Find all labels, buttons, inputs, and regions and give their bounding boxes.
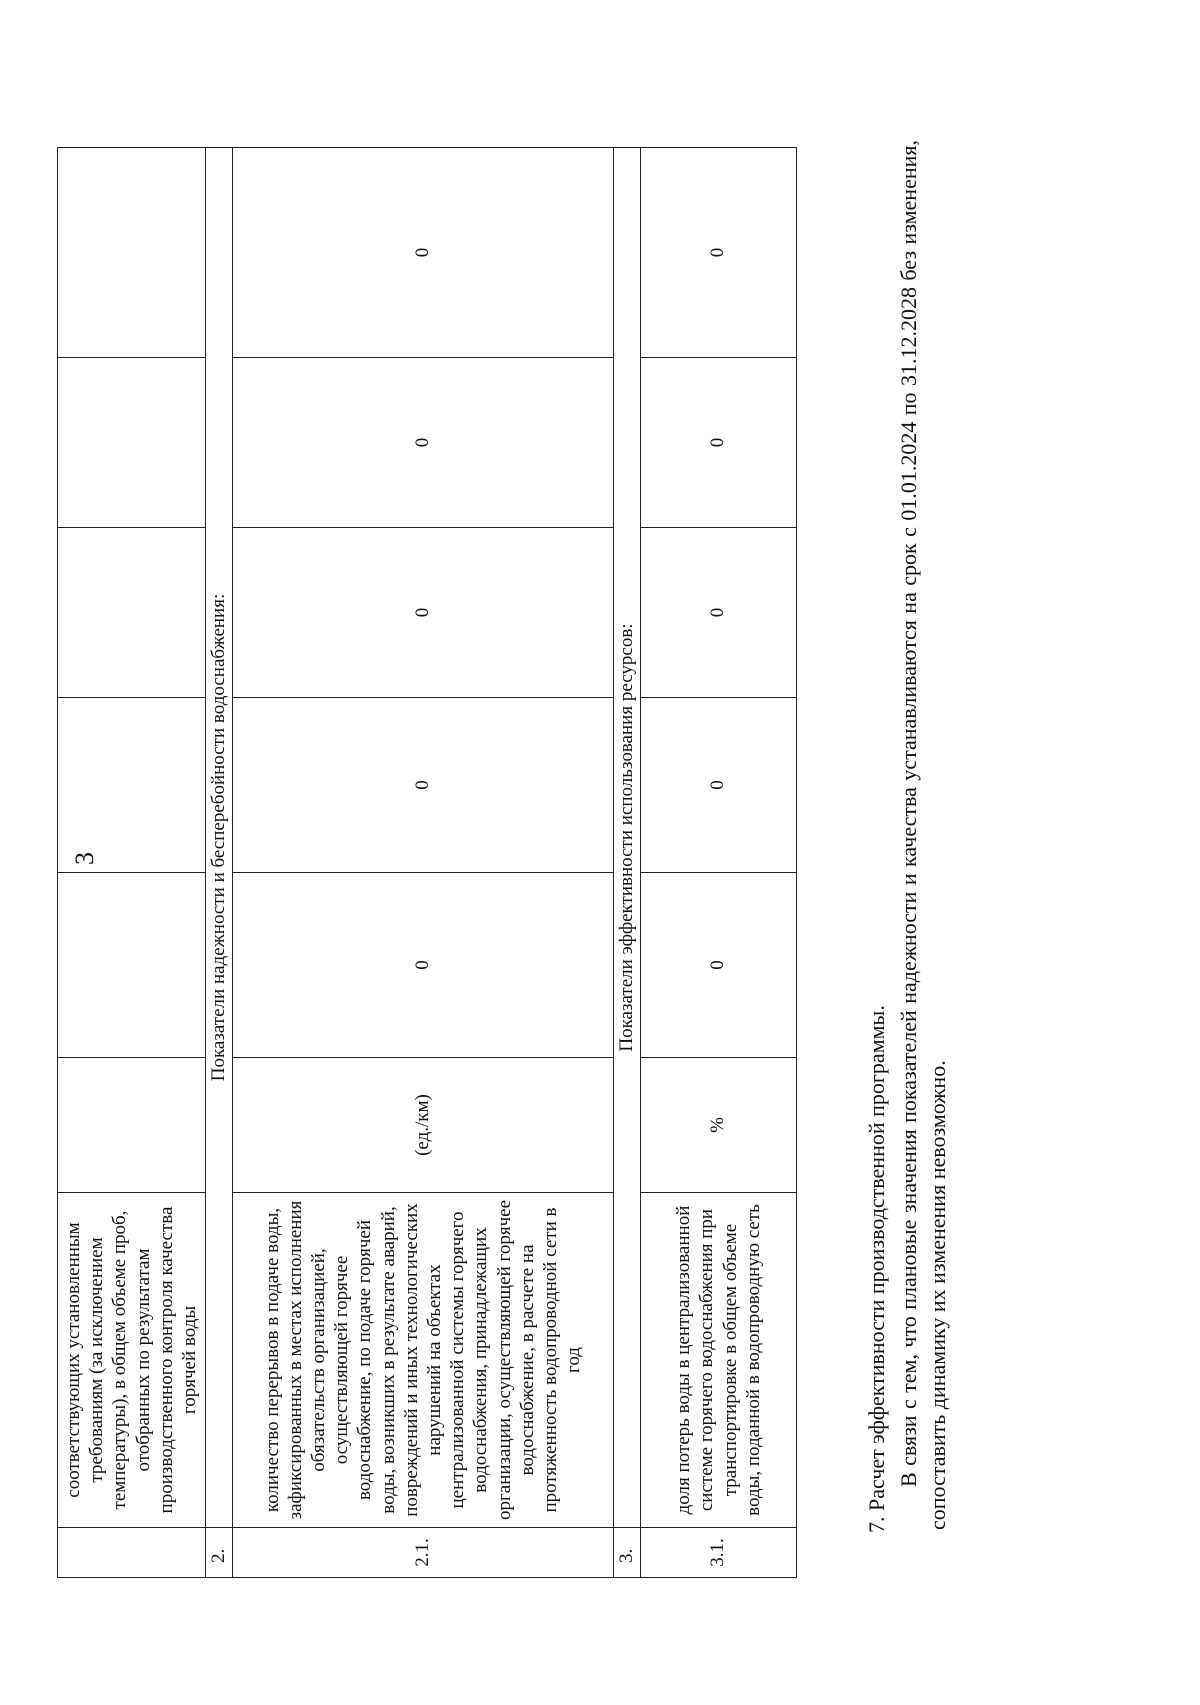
section-number: 2. xyxy=(206,1528,233,1578)
section-number: 3. xyxy=(614,1528,641,1578)
unit-cell: (ед./км) xyxy=(233,1058,614,1193)
table-row xyxy=(58,148,206,1578)
section-7-heading: 7. Расчет эффективности производственной программы. xyxy=(864,1005,889,1533)
value-cell xyxy=(58,148,206,358)
section-title: Показатели эффективности использования ресурсов: xyxy=(614,148,641,1528)
value-cell: 0 xyxy=(641,698,797,873)
section-row xyxy=(614,148,641,1578)
table-row xyxy=(233,148,614,1578)
unit-cell: % xyxy=(641,1058,797,1193)
value-cell: 0 xyxy=(233,698,614,873)
value-cell: 0 xyxy=(641,873,797,1058)
row-number: 3.1. xyxy=(641,1528,797,1578)
page-number: 3 xyxy=(70,852,99,865)
value-cell: 0 xyxy=(641,528,797,698)
section-7-paragraph: В связи с тем, что плановые значения показателей надежности и качества устанавливаются на срок с 01.01.2024 по 31.12.2028 без изменения, сопоставить динамику их изменения невозможно. xyxy=(896,140,950,1530)
value-cell xyxy=(58,698,206,873)
value-cell xyxy=(58,873,206,1058)
table-row xyxy=(641,148,797,1578)
indicator-description: соответствующих установленным требованиям (за исключением температуры), в общем объеме проб, отобранных по результатам производственного контроля качества горячей воды xyxy=(58,1193,206,1528)
value-cell: 0 xyxy=(641,358,797,528)
value-cell xyxy=(58,528,206,698)
indicator-description: количество перерывов в подаче воды, зафиксированных в местах исполнения обязательств организацией, осуществляющей горячее водоснабжение, по подаче горячей воды, возникших в результате аварий, повреждений и иных технологических нарушений на объектах централизованной системы горячего водоснабжения, принадлежащих организации, осуществляющей горячее водоснабжение, в расчете на протяженность водопроводной сети в год xyxy=(233,1193,614,1528)
value-cell: 0 xyxy=(641,148,797,358)
row-number xyxy=(58,1528,206,1578)
value-cell: 0 xyxy=(233,873,614,1058)
value-cell xyxy=(58,358,206,528)
value-cell: 0 xyxy=(233,358,614,528)
section-title: Показатели надежности и бесперебойности водоснабжения: xyxy=(206,148,233,1528)
section-row xyxy=(206,148,233,1578)
unit-cell xyxy=(58,1058,206,1193)
indicators-table xyxy=(57,147,797,1578)
value-cell: 0 xyxy=(233,528,614,698)
row-number: 2.1. xyxy=(233,1528,614,1578)
indicator-description: доля потерь воды в централизованной системе горячего водоснабжения при транспортировке в общем объеме воды, поданной в водопроводную сеть xyxy=(641,1193,797,1528)
value-cell: 0 xyxy=(233,148,614,358)
